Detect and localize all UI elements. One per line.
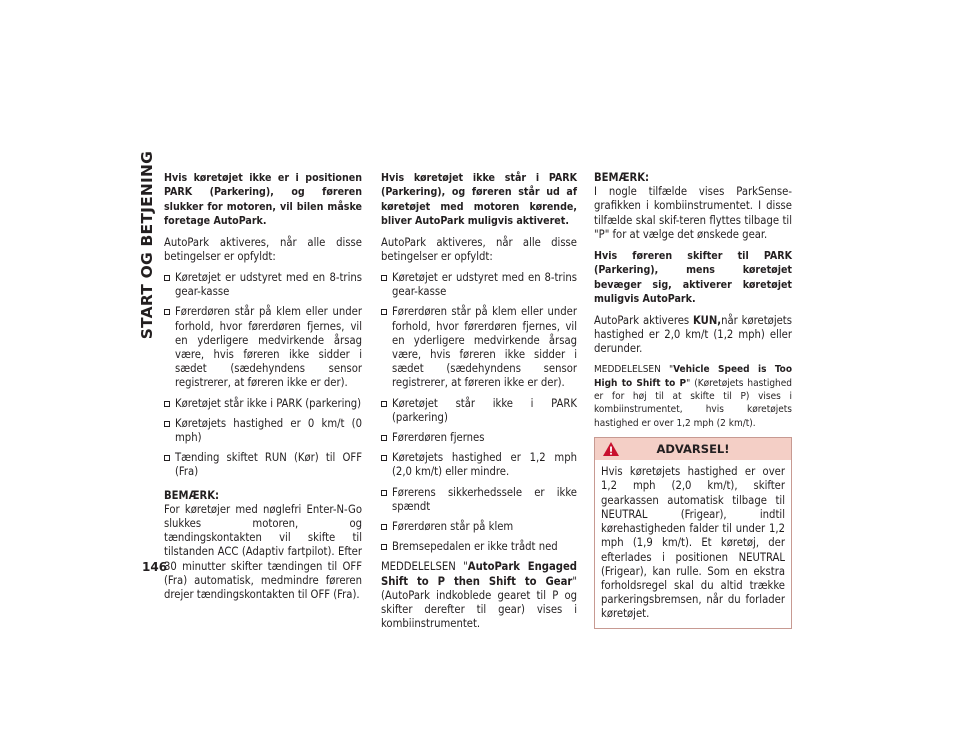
col2-condition-list bbox=[381, 271, 577, 554]
message-name: Vehicle Speed is Too High to Shift to P bbox=[594, 364, 793, 389]
list-item bbox=[381, 520, 577, 534]
message-name: AutoPark Engaged Shift to P then Shift to Gear bbox=[381, 560, 577, 588]
warning-header bbox=[595, 438, 791, 460]
autopark-prefix: AutoPark aktiveres bbox=[594, 313, 694, 327]
list-item bbox=[381, 451, 577, 479]
message-suffix: " (Køretøjets hastighed er for høj til at skifte til P) vises i kombiinstrumentet, hvis køretøjets hastighed er over 1,2 mph (2 km/t). bbox=[594, 377, 792, 429]
list-item-text: Køretøjets hastighed er 0 km/t (0 mph) bbox=[175, 416, 362, 445]
checkbox-bullet-icon bbox=[381, 275, 387, 281]
list-item-text: Førerdøren står på klem bbox=[392, 520, 514, 534]
checkbox-bullet-icon bbox=[164, 309, 170, 315]
checkbox-bullet-icon bbox=[381, 455, 387, 461]
page-number: 146 bbox=[142, 560, 168, 574]
list-item-text: Køretøjet står ikke i PARK (parkering) bbox=[392, 396, 577, 424]
list-item bbox=[381, 397, 577, 425]
col1-heading: Hvis køretøjet ikke er i positionen PARK (Parkering), og føreren slukker for motoren, vil bilen måske foretage AutoPark. bbox=[164, 172, 362, 228]
checkbox-bullet-icon bbox=[381, 435, 387, 441]
message-prefix: MEDDELELSEN " bbox=[594, 364, 674, 376]
col3-autopark-paragraph bbox=[594, 314, 792, 357]
list-item-text: Førerens sikkerhedssele er ikke spændt bbox=[392, 485, 577, 513]
list-item-text: Førerdøren står på klem eller under forhold, hvor førerdøren fjernes, vil en yderligere medvirkende årsag være, hvis føreren ikke sidder i sædet (sædehyndens sensor registrerer, at føreren ikke er der). bbox=[392, 305, 577, 390]
list-item bbox=[164, 417, 362, 445]
list-item-text: Tænding skiftet RUN (Kør) til OFF (Fra) bbox=[175, 451, 362, 479]
col1-note bbox=[164, 489, 362, 603]
message-suffix: " (AutoPark indkoblede gearet til P og skifter derefter til gear) vises i kombiinstrumentet. bbox=[381, 574, 577, 631]
checkbox-bullet-icon bbox=[164, 455, 170, 461]
note-text: For køretøjer med nøglefri Enter-N-Go slukkes motoren, og tændingskontakten vil skifte til tilstanden ACC (Adaptiv fartpilot). Efter 30 minutter skifter tændingen til OFF (Fra) automatisk, medmindre føreren drejer tændingskontakten til OFF (Fra). bbox=[164, 502, 362, 602]
checkbox-bullet-icon bbox=[381, 309, 387, 315]
list-item-text: Bremsepedalen er ikke trådt ned bbox=[392, 540, 558, 554]
warning-box bbox=[594, 437, 792, 628]
col2-message-paragraph bbox=[381, 560, 577, 631]
list-item-text: Køretøjet står ikke i PARK (parkering) bbox=[175, 396, 362, 410]
checkbox-bullet-icon bbox=[381, 401, 387, 407]
column-2 bbox=[381, 171, 577, 639]
list-item bbox=[164, 305, 362, 390]
checkbox-bullet-icon bbox=[164, 401, 170, 407]
autopark-suffix: når køretøjets hastighed er 2,0 km/t (1,2 mph) eller derunder. bbox=[594, 313, 792, 356]
list-item bbox=[381, 305, 577, 390]
warning-text: Hvis køretøjets hastighed er over 1,2 mph (2,0 km/t), skifter gearkassen automatisk tilbage til NEUTRAL (Frigear), indtil kørehastigheden falder til under 1,2 mph (1,9 km/t). Et køretøj, der efterlades i positionen NEUTRAL (Frigear), kan rulle. Som en ekstra forholdsregel skal du altid trække parkeringsbremsen, når du forlader køretøjet. bbox=[601, 465, 785, 621]
col2-intro: AutoPark aktiveres, når alle disse betingelser er opfyldt: bbox=[381, 235, 577, 263]
note-label: BEMÆRK: bbox=[164, 488, 220, 502]
list-item bbox=[164, 271, 362, 299]
list-item-text: Førerdøren fjernes bbox=[392, 431, 485, 445]
column-1 bbox=[164, 171, 362, 609]
col3-message-paragraph bbox=[594, 363, 792, 430]
col3-heading: Hvis føreren skifter til PARK (Parkering), mens køretøjet bevæger sig, aktiverer køretøjet muligvis AutoPark. bbox=[594, 250, 792, 306]
list-item bbox=[164, 451, 362, 479]
warning-triangle-icon bbox=[602, 441, 620, 457]
message-prefix: MEDDELELSEN " bbox=[381, 560, 468, 574]
list-item bbox=[381, 271, 577, 299]
col1-condition-list bbox=[164, 271, 362, 480]
list-item-text: Køretøjet er udstyret med en 8-trins gear-kasse bbox=[392, 271, 577, 299]
section-title-text: START OG BETJENING bbox=[137, 150, 156, 340]
checkbox-bullet-icon bbox=[381, 524, 387, 530]
column-3 bbox=[594, 171, 792, 629]
list-item-text: Førerdøren står på klem eller under forhold, hvor førerdøren fjernes, vil en yderligere medvirkende årsag være, hvis føreren ikke sidder i sædet (sædehyndens sensor registrerer, at føreren ikke er der). bbox=[175, 305, 362, 390]
col2-heading: Hvis køretøjet ikke står i PARK (Parkering), og føreren står ud af køretøjet med motoren kørende, bliver AutoPark muligvis aktiveret. bbox=[381, 172, 577, 228]
list-item bbox=[164, 397, 362, 411]
checkbox-bullet-icon bbox=[164, 421, 170, 427]
checkbox-bullet-icon bbox=[164, 275, 170, 281]
autopark-emphasis: KUN, bbox=[693, 313, 722, 327]
col3-note bbox=[594, 171, 792, 242]
checkbox-bullet-icon bbox=[381, 544, 387, 550]
list-item bbox=[381, 486, 577, 514]
note-label: BEMÆRK: bbox=[594, 171, 650, 184]
list-item-text: Køretøjet er udstyret med en 8-trins gear-kasse bbox=[175, 271, 362, 299]
checkbox-bullet-icon bbox=[381, 490, 387, 496]
col1-intro: AutoPark aktiveres, når alle disse betingelser er opfyldt: bbox=[164, 235, 362, 263]
list-item bbox=[381, 540, 577, 554]
note-text: I nogle tilfælde vises ParkSense-grafikken i kombiinstrumentet. I disse tilfælde skal skif-teren flyttes tilbage til "P" for at vælge det ønskede gear. bbox=[594, 185, 792, 241]
section-side-title bbox=[137, 150, 156, 340]
warning-title: ADVARSEL! bbox=[656, 442, 730, 457]
list-item bbox=[381, 431, 577, 445]
list-item-text: Køretøjets hastighed er 1,2 mph (2,0 km/t) eller mindre. bbox=[392, 451, 577, 479]
